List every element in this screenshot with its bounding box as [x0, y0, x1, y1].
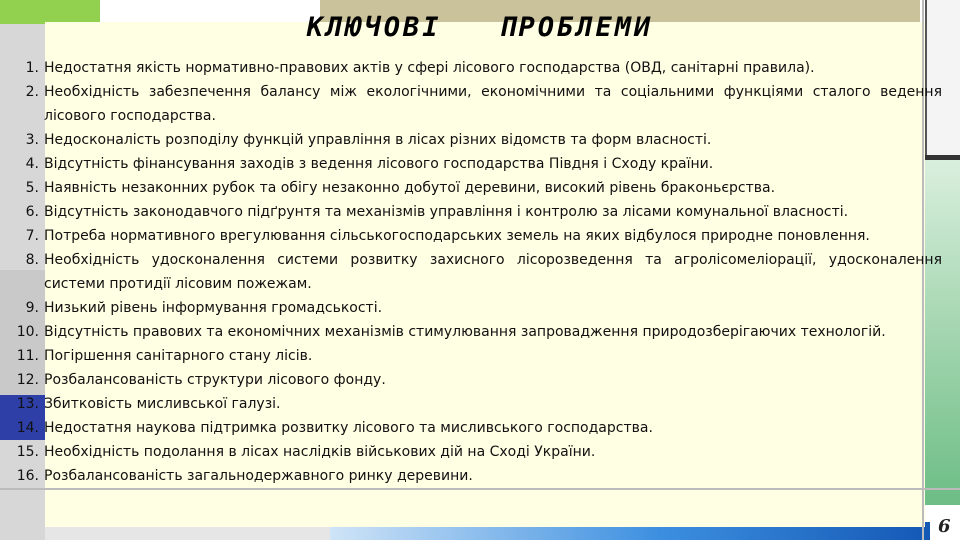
item-text: Недосконалість розподілу функцій управління в лісах різних відомств та форм власності. [44, 132, 712, 148]
item-text: Недостатня якість нормативно-правових актів у сфері лісового господарства (ОВД, санітарні правила). [44, 60, 815, 76]
item-text: Необхідність удосконалення системи розвитку захисного лісорозведення та агролісомеліорації, удосконалення системи протидії лісовим пожежам. [44, 252, 942, 292]
problem-list [0, 56, 960, 488]
list-item [0, 224, 960, 248]
item-number: 14. [16, 420, 39, 436]
list-item [0, 248, 960, 296]
slide-title: КЛЮЧОВІ ПРОБЛЕМИ [306, 12, 654, 43]
list-item [0, 200, 960, 224]
item-text: Збитковість мисливської галузі. [44, 396, 281, 412]
item-number: 2. [25, 84, 39, 100]
item-number: 16. [16, 468, 39, 484]
item-text: Недостатня наукова підтримка розвитку лісового та мисливського господарства. [44, 420, 653, 436]
list-item [0, 56, 960, 80]
item-text: Відсутність правових та економічних механізмів стимулювання запровадження природозберігаючих технологій. [44, 324, 886, 340]
item-text: Потреба нормативного врегулювання сільськогосподарських земель на яких відбулося природне поновлення. [44, 228, 870, 244]
item-text: Необхідність подолання в лісах наслідків військових дій на Сході України. [44, 444, 596, 460]
item-number: 1. [25, 60, 39, 76]
item-number: 15. [16, 444, 39, 460]
list-item [0, 368, 960, 392]
item-number: 13. [16, 396, 39, 412]
list-item [0, 320, 960, 344]
item-number: 3. [25, 132, 39, 148]
list-item [0, 440, 960, 464]
item-text: Відсутність законодавчого підґрунтя та механізмів управління і контролю за лісами комунальної власності. [44, 204, 849, 220]
item-number: 4. [25, 156, 39, 172]
item-text: Розбалансованість загальнодержавного ринку деревини. [44, 468, 473, 484]
item-text: Відсутність фінансування заходів з ведення лісового господарства Півдня і Сходу країни. [44, 156, 714, 172]
list-item [0, 296, 960, 320]
item-number: 9. [25, 300, 39, 316]
item-number: 8. [25, 252, 39, 268]
list-item [0, 128, 960, 152]
list-item [0, 464, 960, 488]
item-number: 11. [16, 348, 39, 364]
item-number: 12. [16, 372, 39, 388]
horizontal-guide-line [0, 488, 960, 490]
item-number: 7. [25, 228, 39, 244]
list-item [0, 416, 960, 440]
item-text: Низький рівень інформування громадськості. [44, 300, 383, 316]
list-item [0, 152, 960, 176]
item-text: Необхідність забезпечення балансу між екологічними, економічними та соціальними функціями сталого ведення лісового господарства. [44, 84, 942, 124]
item-text: Наявність незаконних рубок та обігу незаконно добутої деревини, високий рівень браконьєрства. [44, 180, 776, 196]
list-item [0, 80, 960, 128]
item-number: 5. [25, 180, 39, 196]
list-item [0, 392, 960, 416]
item-text: Погіршення санітарного стану лісів. [44, 348, 313, 364]
item-number: 6. [25, 204, 39, 220]
list-item [0, 344, 960, 368]
page-number: 6 [938, 516, 951, 537]
item-text: Розбалансованість структури лісового фонду. [44, 372, 386, 388]
item-number: 10. [16, 324, 39, 340]
list-item [0, 176, 960, 200]
